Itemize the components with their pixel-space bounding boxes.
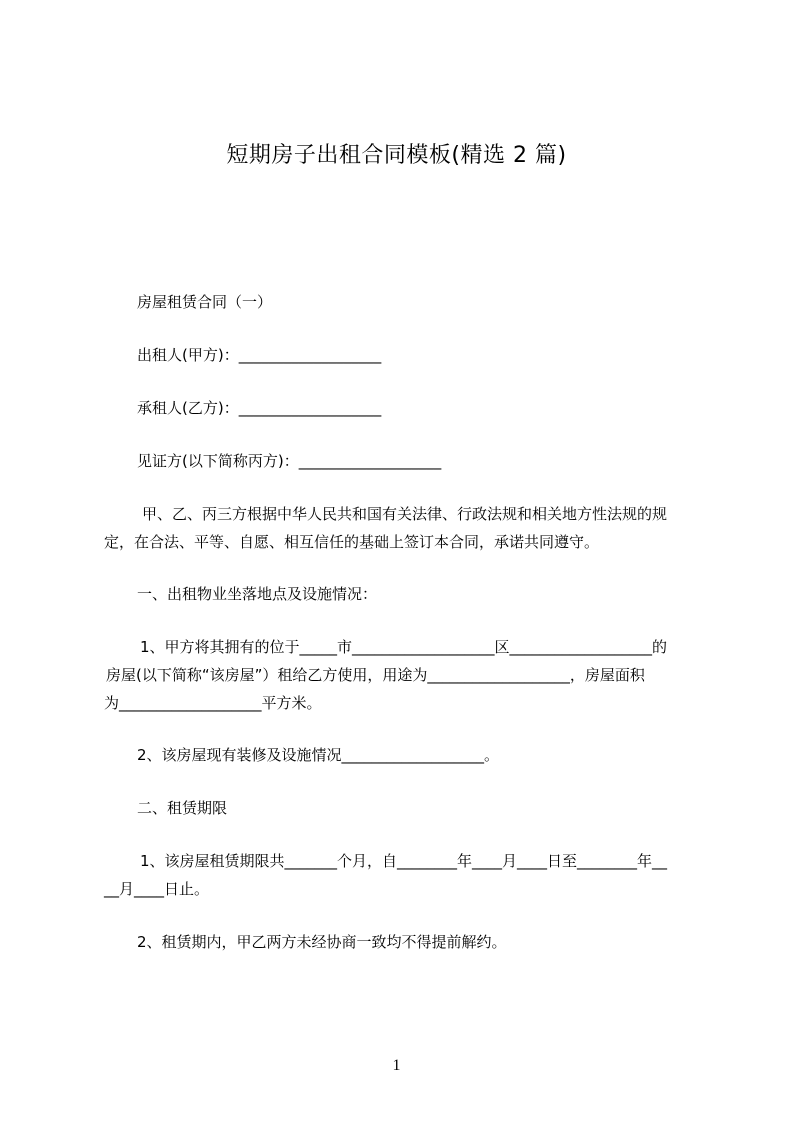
clause-1-1-line-3: 为___________________平方米。 — [104, 694, 322, 712]
section-2-heading: 二、租赁期限 — [137, 799, 228, 817]
witness-field: 见证方(以下简称丙方)：___________________ — [137, 452, 442, 470]
clause-1-1-line-2: 房屋(以下简称“该房屋”）租给乙方使用，用途为___________________，房屋面积 — [106, 666, 645, 684]
lessor-field: 出租人(甲方)：___________________ — [137, 346, 382, 364]
clause-2-2: 2、租赁期内，甲乙两方未经协商一致均不得提前解约。 — [137, 933, 507, 951]
clause-1-2: 2、该房屋现有装修及设施情况___________________。 — [137, 746, 500, 764]
preamble-line-2: 定，在合法、平等、自愿、相互信任的基础上签订本合同，承诺共同遵守。 — [104, 533, 600, 551]
page-number: 1 — [392, 1057, 401, 1074]
section-1-heading: 一、出租物业坐落地点及设施情况： — [137, 585, 378, 603]
document-title: 短期房子出租合同模板(精选 2 篇) — [226, 143, 567, 168]
clause-1-1-line-1: 1、甲方将其拥有的位于_____市___________________区___________________的 — [140, 638, 668, 656]
clause-2-1-line-2: __月____日止。 — [104, 880, 210, 898]
clause-2-1-line-1: 1、该房屋租赁期限共_______个月，自________年____月____日至________年__ — [140, 852, 668, 870]
lessee-field: 承租人(乙方)：___________________ — [137, 399, 382, 417]
preamble-line-1: 甲、乙、丙三方根据中华人民共和国有关法律、行政法规和相关地方性法规的规 — [142, 505, 668, 523]
contract-heading: 房屋租赁合同（一） — [137, 293, 273, 311]
